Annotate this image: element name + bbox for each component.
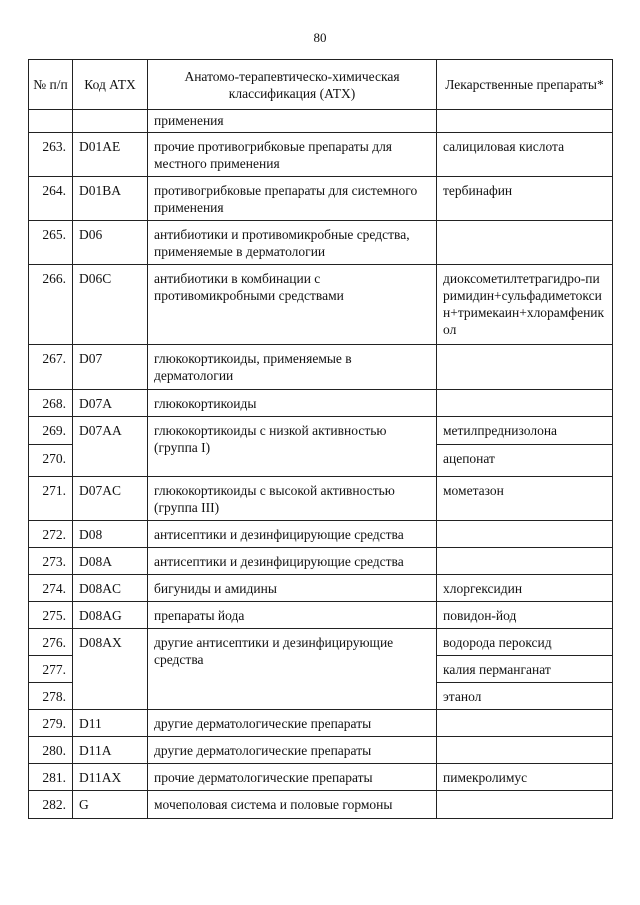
cell-num: 267.: [29, 345, 73, 390]
cell-drug: [437, 390, 613, 417]
cell-drug: этанол: [437, 683, 613, 710]
cell-drug: пимекролимус: [437, 764, 613, 791]
cell-drug: [437, 791, 613, 819]
cell-num: 273.: [29, 548, 73, 575]
table-row: [29, 133, 613, 177]
table-row: [29, 477, 613, 521]
cell-num: 281.: [29, 764, 73, 791]
cell-name: глюкокортикоиды, применяемые в дерматологии: [148, 345, 437, 390]
cell-name: антисептики и дезинфицирующие средства: [148, 548, 437, 575]
cell-num: 270.: [29, 445, 73, 477]
cell-drug: водорода пероксид: [437, 629, 613, 656]
cell-drug: [437, 110, 613, 133]
page-number: 80: [313, 30, 327, 45]
cell-code: D08A: [73, 548, 148, 575]
cell-drug: [437, 548, 613, 575]
cell-num: [29, 110, 73, 133]
cell-name: антисептики и дезинфицирующие средства: [148, 521, 437, 548]
table-row: [29, 764, 613, 791]
cell-num: 271.: [29, 477, 73, 521]
cell-num: 269.: [29, 417, 73, 445]
cell-name: применения: [148, 110, 437, 133]
cell-num: 272.: [29, 521, 73, 548]
cell-num: 279.: [29, 710, 73, 737]
cell-drug: [437, 345, 613, 390]
table-row: [29, 602, 613, 629]
cell-drug: хлоргексидин: [437, 575, 613, 602]
cell-name: другие антисептики и дезинфицирующие средства: [148, 629, 437, 710]
table-row: [29, 345, 613, 390]
cell-code: D06C: [73, 265, 148, 345]
cell-name: препараты йода: [148, 602, 437, 629]
cell-code: D11: [73, 710, 148, 737]
cell-name: антибиотики в комбинации с противомикробными средствами: [148, 265, 437, 345]
cell-code: D08: [73, 521, 148, 548]
cell-drug: мометазон: [437, 477, 613, 521]
cell-name: глюкокортикоиды с низкой активностью (группа I): [148, 417, 437, 477]
cell-num: 266.: [29, 265, 73, 345]
cell-code: D08AG: [73, 602, 148, 629]
table-row: [29, 548, 613, 575]
cell-num: 264.: [29, 177, 73, 221]
cell-name: мочеполовая система и половые гормоны: [148, 791, 437, 819]
table-row: [29, 710, 613, 737]
cell-code: D07AA: [73, 417, 148, 477]
cell-name: глюкокортикоиды: [148, 390, 437, 417]
cell-num: 274.: [29, 575, 73, 602]
cell-drug: [437, 710, 613, 737]
table-row: [29, 629, 613, 656]
cell-drug: повидон-йод: [437, 602, 613, 629]
table-row: [29, 575, 613, 602]
header-num: № п/п: [29, 60, 73, 110]
cell-num: 278.: [29, 683, 73, 710]
cell-drug: диоксометилтетрагидро-пиримидин+сульфадиметоксин+тримекаин+хлорамфеникол: [437, 265, 613, 345]
cell-code: D07A: [73, 390, 148, 417]
cell-drug: метилпреднизолона: [437, 417, 613, 445]
cell-code: D01AE: [73, 133, 148, 177]
cell-num: 263.: [29, 133, 73, 177]
cell-drug: калия перманганат: [437, 656, 613, 683]
cell-drug: [437, 221, 613, 265]
cell-code: [73, 110, 148, 133]
table-row: [29, 791, 613, 819]
cell-code: D08AX: [73, 629, 148, 710]
table-row-continuation: [29, 110, 613, 133]
cell-code: D06: [73, 221, 148, 265]
atc-table: [28, 59, 613, 819]
cell-drug: тербинафин: [437, 177, 613, 221]
cell-name: глюкокортикоиды с высокой активностью (группа III): [148, 477, 437, 521]
cell-name: прочие дерматологические препараты: [148, 764, 437, 791]
cell-code: D07: [73, 345, 148, 390]
table-row: [29, 221, 613, 265]
header-drugs: Лекарственные препараты*: [437, 60, 613, 110]
cell-drug: [437, 737, 613, 764]
table-row: [29, 417, 613, 445]
cell-code: D01BA: [73, 177, 148, 221]
cell-code: G: [73, 791, 148, 819]
cell-drug: салициловая кислота: [437, 133, 613, 177]
cell-num: 265.: [29, 221, 73, 265]
cell-drug: [437, 521, 613, 548]
cell-num: 282.: [29, 791, 73, 819]
cell-code: D08AC: [73, 575, 148, 602]
cell-name: прочие противогрибковые препараты для местного применения: [148, 133, 437, 177]
table-header-row: [29, 60, 613, 110]
table-row: [29, 737, 613, 764]
table-row: [29, 177, 613, 221]
cell-code: D11A: [73, 737, 148, 764]
cell-num: 276.: [29, 629, 73, 656]
table-row: [29, 521, 613, 548]
header-code: Код АТХ: [73, 60, 148, 110]
cell-name: противогрибковые препараты для системного применения: [148, 177, 437, 221]
cell-name: антибиотики и противомикробные средства, применяемые в дерматологии: [148, 221, 437, 265]
cell-drug: ацепонат: [437, 445, 613, 477]
table-row: [29, 390, 613, 417]
cell-num: 268.: [29, 390, 73, 417]
cell-num: 280.: [29, 737, 73, 764]
cell-name: другие дерматологические препараты: [148, 737, 437, 764]
cell-num: 275.: [29, 602, 73, 629]
cell-name: бигуниды и амидины: [148, 575, 437, 602]
cell-name: другие дерматологические препараты: [148, 710, 437, 737]
cell-code: D07AC: [73, 477, 148, 521]
cell-num: 277.: [29, 656, 73, 683]
header-classification: Анатомо-терапевтическо-химическая классификация (АТХ): [148, 60, 437, 110]
table-row: [29, 265, 613, 345]
cell-code: D11AX: [73, 764, 148, 791]
